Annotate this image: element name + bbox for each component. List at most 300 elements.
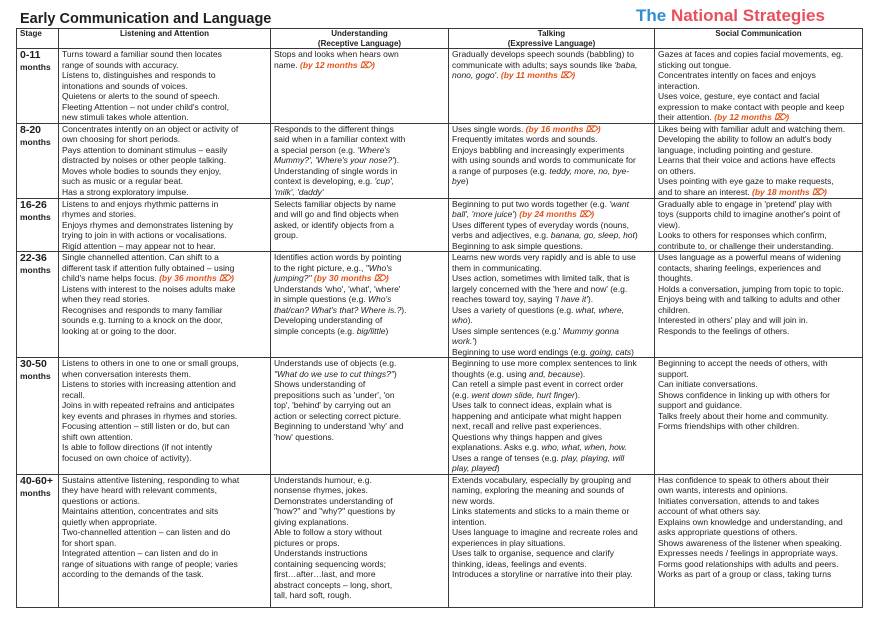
cell-line — [452, 241, 651, 252]
cell-line — [452, 548, 651, 559]
line-text: Uses pointing with eye gaze to make requests, — [658, 176, 834, 186]
brand-text-the: The — [636, 6, 671, 25]
cell-line — [658, 527, 859, 538]
line-text: containing sequencing words; — [274, 558, 386, 569]
cell-line — [658, 176, 859, 187]
line-text: verbs and adjectives, e.g. — [452, 230, 551, 240]
line-text: view). — [658, 219, 681, 230]
listening-cell — [59, 358, 271, 475]
cell-line — [658, 252, 859, 263]
line-text: ). — [393, 155, 400, 165]
line-text: ) — [473, 336, 477, 346]
line-italic: Who's — [368, 294, 392, 304]
month-marker: (by 16 months ⌦) — [525, 123, 601, 134]
line-italic: who — [452, 315, 468, 325]
cell-line — [658, 220, 859, 231]
line-text: Moves whole bodies to sounds they enjoy, — [62, 165, 222, 176]
line-text: when conversation interests them. — [62, 368, 191, 379]
stage-age: 0-11 — [20, 49, 41, 61]
cell-line — [452, 199, 651, 210]
cell-line — [658, 230, 859, 241]
line-text: they have heard with relevant comments, — [62, 485, 217, 495]
line-text: Interested in others' play and will join in. — [658, 315, 808, 325]
stage-age: 40-60+ — [20, 474, 53, 487]
cell-line — [274, 176, 445, 187]
cell-line — [62, 230, 267, 241]
line-text: Forms friendships with other children. — [658, 421, 800, 431]
cell-line — [274, 124, 445, 135]
month-marker: (by 24 months ⌦) — [519, 209, 595, 219]
cell-line — [62, 432, 267, 443]
cell-line — [452, 209, 651, 220]
cell-line — [452, 358, 651, 369]
line-text: giving explanations. — [274, 516, 349, 527]
line-text: key events and phrases in rhymes and stories. — [62, 410, 238, 421]
line-text: contribute to, or challenge their understanding. — [658, 240, 834, 251]
line-text: group. — [274, 230, 299, 240]
line-text: Talks freely about their home and community. — [658, 410, 829, 421]
line-italic: big/little — [356, 325, 386, 336]
line-text: ). — [587, 294, 594, 304]
stage-row — [17, 474, 863, 607]
cell-line — [274, 559, 445, 570]
header-stage: Stage — [17, 29, 59, 49]
cell-line — [658, 294, 859, 305]
social-cell — [655, 123, 863, 198]
cell-line — [658, 305, 859, 316]
cell-line — [62, 569, 267, 580]
month-marker: (by 12 months ⌦) — [714, 112, 790, 122]
line-text: and will go and find objects when — [274, 209, 399, 219]
stage-row — [17, 252, 863, 358]
line-text: Uses talk to organise, sequence and clarify — [452, 548, 615, 558]
cell-line — [452, 538, 651, 549]
line-text: asks appropriate questions of others. — [658, 527, 798, 537]
cell-line — [274, 199, 445, 210]
line-italic: teddy, more, no, bye- — [549, 165, 630, 176]
line-italic: "What do we use to cut things?" — [274, 368, 394, 379]
line-text: reaches toward toy, saying — [452, 294, 555, 304]
line-text: explanations. Asks e.g. — [452, 442, 542, 452]
line-text: "how?" and "why?" questions by — [274, 506, 396, 516]
line-text: Demonstrates understanding of — [274, 495, 393, 506]
cell-line — [274, 506, 445, 517]
line-text: first…after…last, and more — [274, 569, 376, 579]
stage-row — [17, 198, 863, 252]
social-cell — [655, 252, 863, 358]
cell-line — [274, 379, 445, 390]
line-text: Recognises and responds to many familiar — [62, 304, 223, 315]
line-text: Turns toward a familiar sound then locates — [62, 49, 222, 59]
cell-line — [658, 112, 859, 123]
cell-line — [658, 411, 859, 422]
cell-line — [452, 284, 651, 295]
line-text: said when in a familiar context with — [274, 134, 406, 144]
line-text: questions or actions. — [62, 495, 140, 506]
line-italic: Mummy?', 'Where's your nose?' — [274, 155, 394, 165]
cell-line — [452, 485, 651, 496]
listening-cell — [59, 252, 271, 358]
line-text: ) — [496, 463, 500, 473]
cell-line — [274, 263, 445, 274]
line-text: Enjoys rhymes and demonstrates listening by — [62, 219, 234, 230]
cell-line — [658, 379, 859, 390]
line-text: their attention. — [658, 112, 715, 122]
cell-line — [62, 538, 267, 549]
line-text: Shows awareness of the listener when speaking. — [658, 537, 842, 548]
cell-line — [62, 187, 267, 198]
stage-unit: months — [20, 371, 51, 381]
cell-line — [658, 241, 859, 252]
social-cell — [655, 474, 863, 607]
cell-line — [62, 199, 267, 210]
cell-line — [62, 91, 267, 102]
cell-line — [274, 390, 445, 401]
cell-line — [62, 145, 267, 156]
stage-row — [17, 49, 863, 124]
line-italic: nono, gogo' — [452, 70, 497, 80]
stage-age: 16-26 — [20, 198, 47, 211]
development-table — [16, 28, 863, 608]
line-text: sticking out tongue. — [658, 59, 732, 70]
cell-line — [62, 517, 267, 528]
line-italic: "Who's — [365, 262, 393, 273]
line-text: on others. — [658, 165, 696, 176]
cell-line — [62, 49, 267, 60]
cell-line — [658, 284, 859, 295]
line-italic: that/can? What's that? Where is.? — [274, 304, 402, 315]
header-listening: Listening and Attention — [59, 29, 271, 49]
line-text: Initiates conversation, attends to and takes — [658, 495, 820, 506]
cell-line — [62, 400, 267, 411]
cell-line — [452, 49, 651, 60]
line-text: Has a strong exploratory impulse. — [62, 186, 189, 197]
line-text: largely concerned with the 'here and now' (e.g. — [452, 283, 628, 294]
header-talking-title: Talking — [537, 29, 566, 38]
cell-line — [62, 390, 267, 401]
line-text: Uses action, sometimes with limited talk, that is — [452, 273, 630, 283]
line-text: Links statements and sticks to a main theme or — [452, 506, 630, 516]
line-text: new stimuli takes whole attention. — [62, 112, 189, 122]
line-text: child's name helps focus. — [62, 273, 160, 283]
line-text: Explains own knowledge and understanding, and — [658, 516, 843, 527]
cell-line — [62, 70, 267, 81]
cell-line — [62, 496, 267, 507]
cell-line — [274, 411, 445, 422]
social-cell — [655, 198, 863, 252]
line-text: Can initiate conversations. — [658, 379, 758, 389]
cell-line — [452, 124, 651, 135]
cell-line — [658, 400, 859, 411]
cell-line — [452, 390, 651, 401]
line-text: Developing understanding of — [274, 315, 383, 325]
line-text: tall, hard soft, rough. — [274, 590, 352, 600]
line-text: contacts, sharing feelings, experiences and — [658, 262, 822, 273]
cell-line — [62, 220, 267, 231]
cell-line — [452, 145, 651, 156]
line-text: thoughts (e.g. using — [452, 368, 530, 379]
line-text: Quietens or alerts to the sound of speech. — [62, 91, 220, 101]
line-italic: Mummy gonna — [562, 325, 619, 336]
cell-line — [452, 166, 651, 177]
talking-cell — [449, 49, 655, 124]
cell-line — [658, 60, 859, 71]
line-text: (e.g. — [452, 389, 472, 400]
cell-line — [452, 155, 651, 166]
cell-line — [658, 49, 859, 60]
cell-line — [658, 548, 859, 559]
cell-line — [274, 230, 445, 241]
cell-line — [658, 496, 859, 507]
line-text: trying to join in with actions or vocalisations. — [62, 230, 227, 240]
line-text: and to share an interest. — [658, 186, 753, 197]
cell-line — [62, 166, 267, 177]
cell-line — [658, 569, 859, 580]
line-text: thinking, ideas, feelings and events. — [452, 558, 587, 569]
cell-line — [658, 358, 859, 369]
month-marker: (by 11 months ⌦) — [500, 70, 576, 80]
line-text: Likes being with familiar adult and watching them. — [658, 123, 846, 134]
line-text: Uses simple sentences (e.g.' — [452, 325, 563, 336]
cell-line — [62, 548, 267, 559]
line-text: language, including pointing and gesture. — [658, 144, 814, 155]
line-text: Understands use of objects (e.g. — [274, 358, 397, 368]
cell-line — [658, 485, 859, 496]
cell-line — [452, 475, 651, 486]
listening-cell — [59, 49, 271, 124]
cell-line — [658, 369, 859, 380]
line-text: ). — [467, 315, 473, 325]
line-italic: play, played — [452, 463, 497, 473]
cell-line — [658, 102, 859, 113]
line-text: ) — [514, 209, 520, 219]
stage-cell — [17, 252, 59, 358]
line-text: happening and anticipate what might happen — [452, 410, 622, 421]
line-text: sounds e.g. turning to a knock on the door, — [62, 315, 223, 325]
cell-line — [274, 421, 445, 432]
listening-cell — [59, 123, 271, 198]
line-text: context is developing, e.g. — [274, 176, 375, 186]
stage-cell — [17, 123, 59, 198]
cell-line — [62, 475, 267, 486]
cell-line — [62, 102, 267, 113]
line-text: name. — [274, 59, 300, 70]
line-text: Listens with interest to the noises adults make — [62, 283, 236, 294]
line-text: Uses different types of everyday words (nouns, — [452, 219, 630, 230]
line-text: Uses talk to connect ideas, explain what is — [452, 400, 612, 410]
stage-unit: months — [20, 136, 51, 147]
line-text: Selects familiar objects by name — [274, 198, 396, 209]
cell-line — [452, 326, 651, 337]
line-italic: 'milk', 'daddy' — [274, 186, 324, 197]
cell-line — [62, 379, 267, 390]
line-text: ). — [401, 304, 407, 315]
line-text: Beginning to accept the needs of others, with — [658, 358, 828, 368]
document-title: Early Communication and Language — [20, 11, 272, 27]
line-text: asked, or identify objects from a — [274, 219, 395, 230]
line-text: Understanding of single words in — [274, 165, 398, 176]
cell-line — [62, 358, 267, 369]
line-text: according to the demands of the task. — [62, 569, 204, 579]
cell-line — [274, 548, 445, 559]
cell-line — [452, 252, 651, 263]
line-text: Rigid attention – may appear not to hear. — [62, 240, 216, 251]
cell-line — [658, 134, 859, 145]
cell-line — [274, 590, 445, 601]
line-text: Has confidence to speak to others about their — [658, 474, 830, 485]
cell-line — [658, 166, 859, 177]
line-italic: 'want — [609, 198, 629, 209]
line-text: interaction. — [658, 80, 700, 91]
social-cell — [655, 49, 863, 124]
line-text: Shows understanding of — [274, 379, 366, 389]
line-text: Beginning to ask simple questions. — [452, 240, 583, 251]
cell-line — [62, 81, 267, 92]
cell-line — [274, 432, 445, 443]
cell-line — [658, 91, 859, 102]
line-text: such as music or a regular beat. — [62, 176, 183, 186]
line-text: range of sounds with accuracy. — [62, 59, 179, 70]
line-text: Single channelled attention. Can shift to a — [62, 252, 219, 262]
listening-cell — [59, 474, 271, 607]
line-text: Questions why things happen and gives — [452, 431, 603, 442]
line-text: to the right picture, e.g., — [274, 262, 366, 273]
line-text: for short span. — [62, 537, 117, 548]
line-text: a range of purposes (e.g. — [452, 165, 550, 176]
line-text: Frequently imitates words and sounds. — [452, 134, 598, 144]
cell-line — [62, 241, 267, 252]
line-text: Listens to stories with increasing attention and — [62, 379, 236, 389]
cell-line — [658, 475, 859, 486]
line-italic: bye — [452, 176, 466, 186]
cell-line — [452, 411, 651, 422]
cell-line — [62, 124, 267, 135]
cell-line — [452, 230, 651, 241]
line-italic: banana, go, sleep, hot — [550, 230, 635, 240]
line-text: Enjoys being with and talking to adults and other — [658, 294, 841, 304]
line-text: Able to follow a story without — [274, 527, 382, 537]
line-text: Enjoys babbling and increasingly experiments — [452, 144, 625, 155]
cell-line — [658, 517, 859, 528]
cell-line — [62, 453, 267, 464]
cell-line — [274, 145, 445, 156]
cell-line — [452, 432, 651, 443]
cell-line — [452, 294, 651, 305]
cell-line — [274, 400, 445, 411]
line-italic: 'Where's — [357, 144, 391, 155]
cell-line — [452, 569, 651, 580]
line-text: different task if attention fully obtained – using — [62, 262, 235, 273]
line-text: Listens to others in one to one or small groups, — [62, 358, 239, 368]
cell-line — [452, 176, 651, 187]
line-text: in simple questions (e.g. — [274, 294, 369, 304]
line-text: Uses a range of tenses (e.g. — [452, 452, 562, 463]
cell-line — [658, 70, 859, 81]
talking-cell — [449, 252, 655, 358]
brand-logo — [636, 6, 825, 26]
stage-unit: months — [20, 487, 51, 498]
line-text: thoughts. — [658, 273, 693, 283]
cell-line — [62, 209, 267, 220]
cell-line — [62, 485, 267, 496]
line-text: Responds to the feelings of others. — [658, 325, 790, 336]
cell-line — [452, 315, 651, 326]
line-italic: and, because — [529, 368, 581, 379]
cell-line — [274, 569, 445, 580]
line-text: Two-channelled attention – can listen and do — [62, 527, 231, 537]
line-text: ) — [385, 325, 389, 336]
line-text: Focusing attention – still listen or do, but can — [62, 421, 230, 431]
cell-line — [452, 369, 651, 380]
cell-line — [274, 49, 445, 60]
line-text: Shows confidence in linking up with others for — [658, 389, 830, 400]
line-text: when they read stories. — [62, 294, 150, 304]
cell-line — [274, 326, 445, 337]
line-text: 'how' questions. — [274, 431, 334, 442]
line-text: Stops and looks when hears own — [274, 49, 399, 59]
cell-line — [62, 527, 267, 538]
line-text: Fleeting Attention – not under child's control, — [62, 101, 230, 112]
line-text: account of what others say. — [658, 506, 761, 516]
month-marker: (by 30 months ⌦) — [313, 273, 389, 283]
brand-text-name: National Strategies — [670, 6, 825, 25]
line-text: Learns that their voice and actions have effects — [658, 155, 836, 165]
cell-line — [452, 134, 651, 145]
cell-line — [62, 369, 267, 380]
understanding-cell — [271, 123, 449, 198]
line-text: naming, exploring the meaning and sounds of — [452, 485, 625, 495]
stage-age: 22-36 — [20, 252, 47, 264]
cell-line — [62, 506, 267, 517]
cell-line — [274, 485, 445, 496]
cell-line — [62, 112, 267, 123]
line-text: ) — [634, 230, 638, 240]
cell-line — [62, 305, 267, 316]
cell-line — [452, 220, 651, 231]
cell-line — [274, 369, 445, 380]
stage-cell — [17, 474, 59, 607]
cell-line — [274, 166, 445, 177]
cell-line — [452, 263, 651, 274]
cell-line — [658, 326, 859, 337]
line-text: Understands 'who', 'what', 'where' — [274, 283, 401, 294]
line-text: pictures or props. — [274, 537, 340, 548]
line-text: Extends vocabulary, especially by grouping and — [452, 474, 631, 485]
cell-line — [274, 538, 445, 549]
cell-line — [658, 187, 859, 198]
cell-line — [452, 70, 651, 81]
cell-line — [452, 453, 651, 464]
cell-line — [658, 538, 859, 549]
month-marker: (by 12 months ⌦) — [300, 59, 375, 70]
cell-line — [452, 400, 651, 411]
line-text: Pays attention to dominant stimulus – easily — [62, 144, 228, 155]
cell-line — [274, 134, 445, 145]
line-text: Gradually able to engage in 'pretend' play with — [658, 198, 832, 209]
line-text: communicate with adults; says sounds like — [452, 59, 615, 70]
stage-row — [17, 123, 863, 198]
line-text: simple concepts (e.g. — [274, 325, 357, 336]
understanding-cell — [271, 198, 449, 252]
line-text: Concentrates intently on faces and enjoys — [658, 70, 816, 80]
line-text: distracted by noises or other people talking. — [62, 155, 226, 165]
line-text: Forms good relationships with adults and peers. — [658, 558, 839, 569]
line-italic: ball', 'more juice' — [452, 209, 515, 219]
cell-line — [452, 517, 651, 528]
line-text: prepositions such as 'under', 'on — [274, 389, 395, 400]
line-italic: 'baba, — [614, 59, 638, 70]
cell-line — [62, 411, 267, 422]
